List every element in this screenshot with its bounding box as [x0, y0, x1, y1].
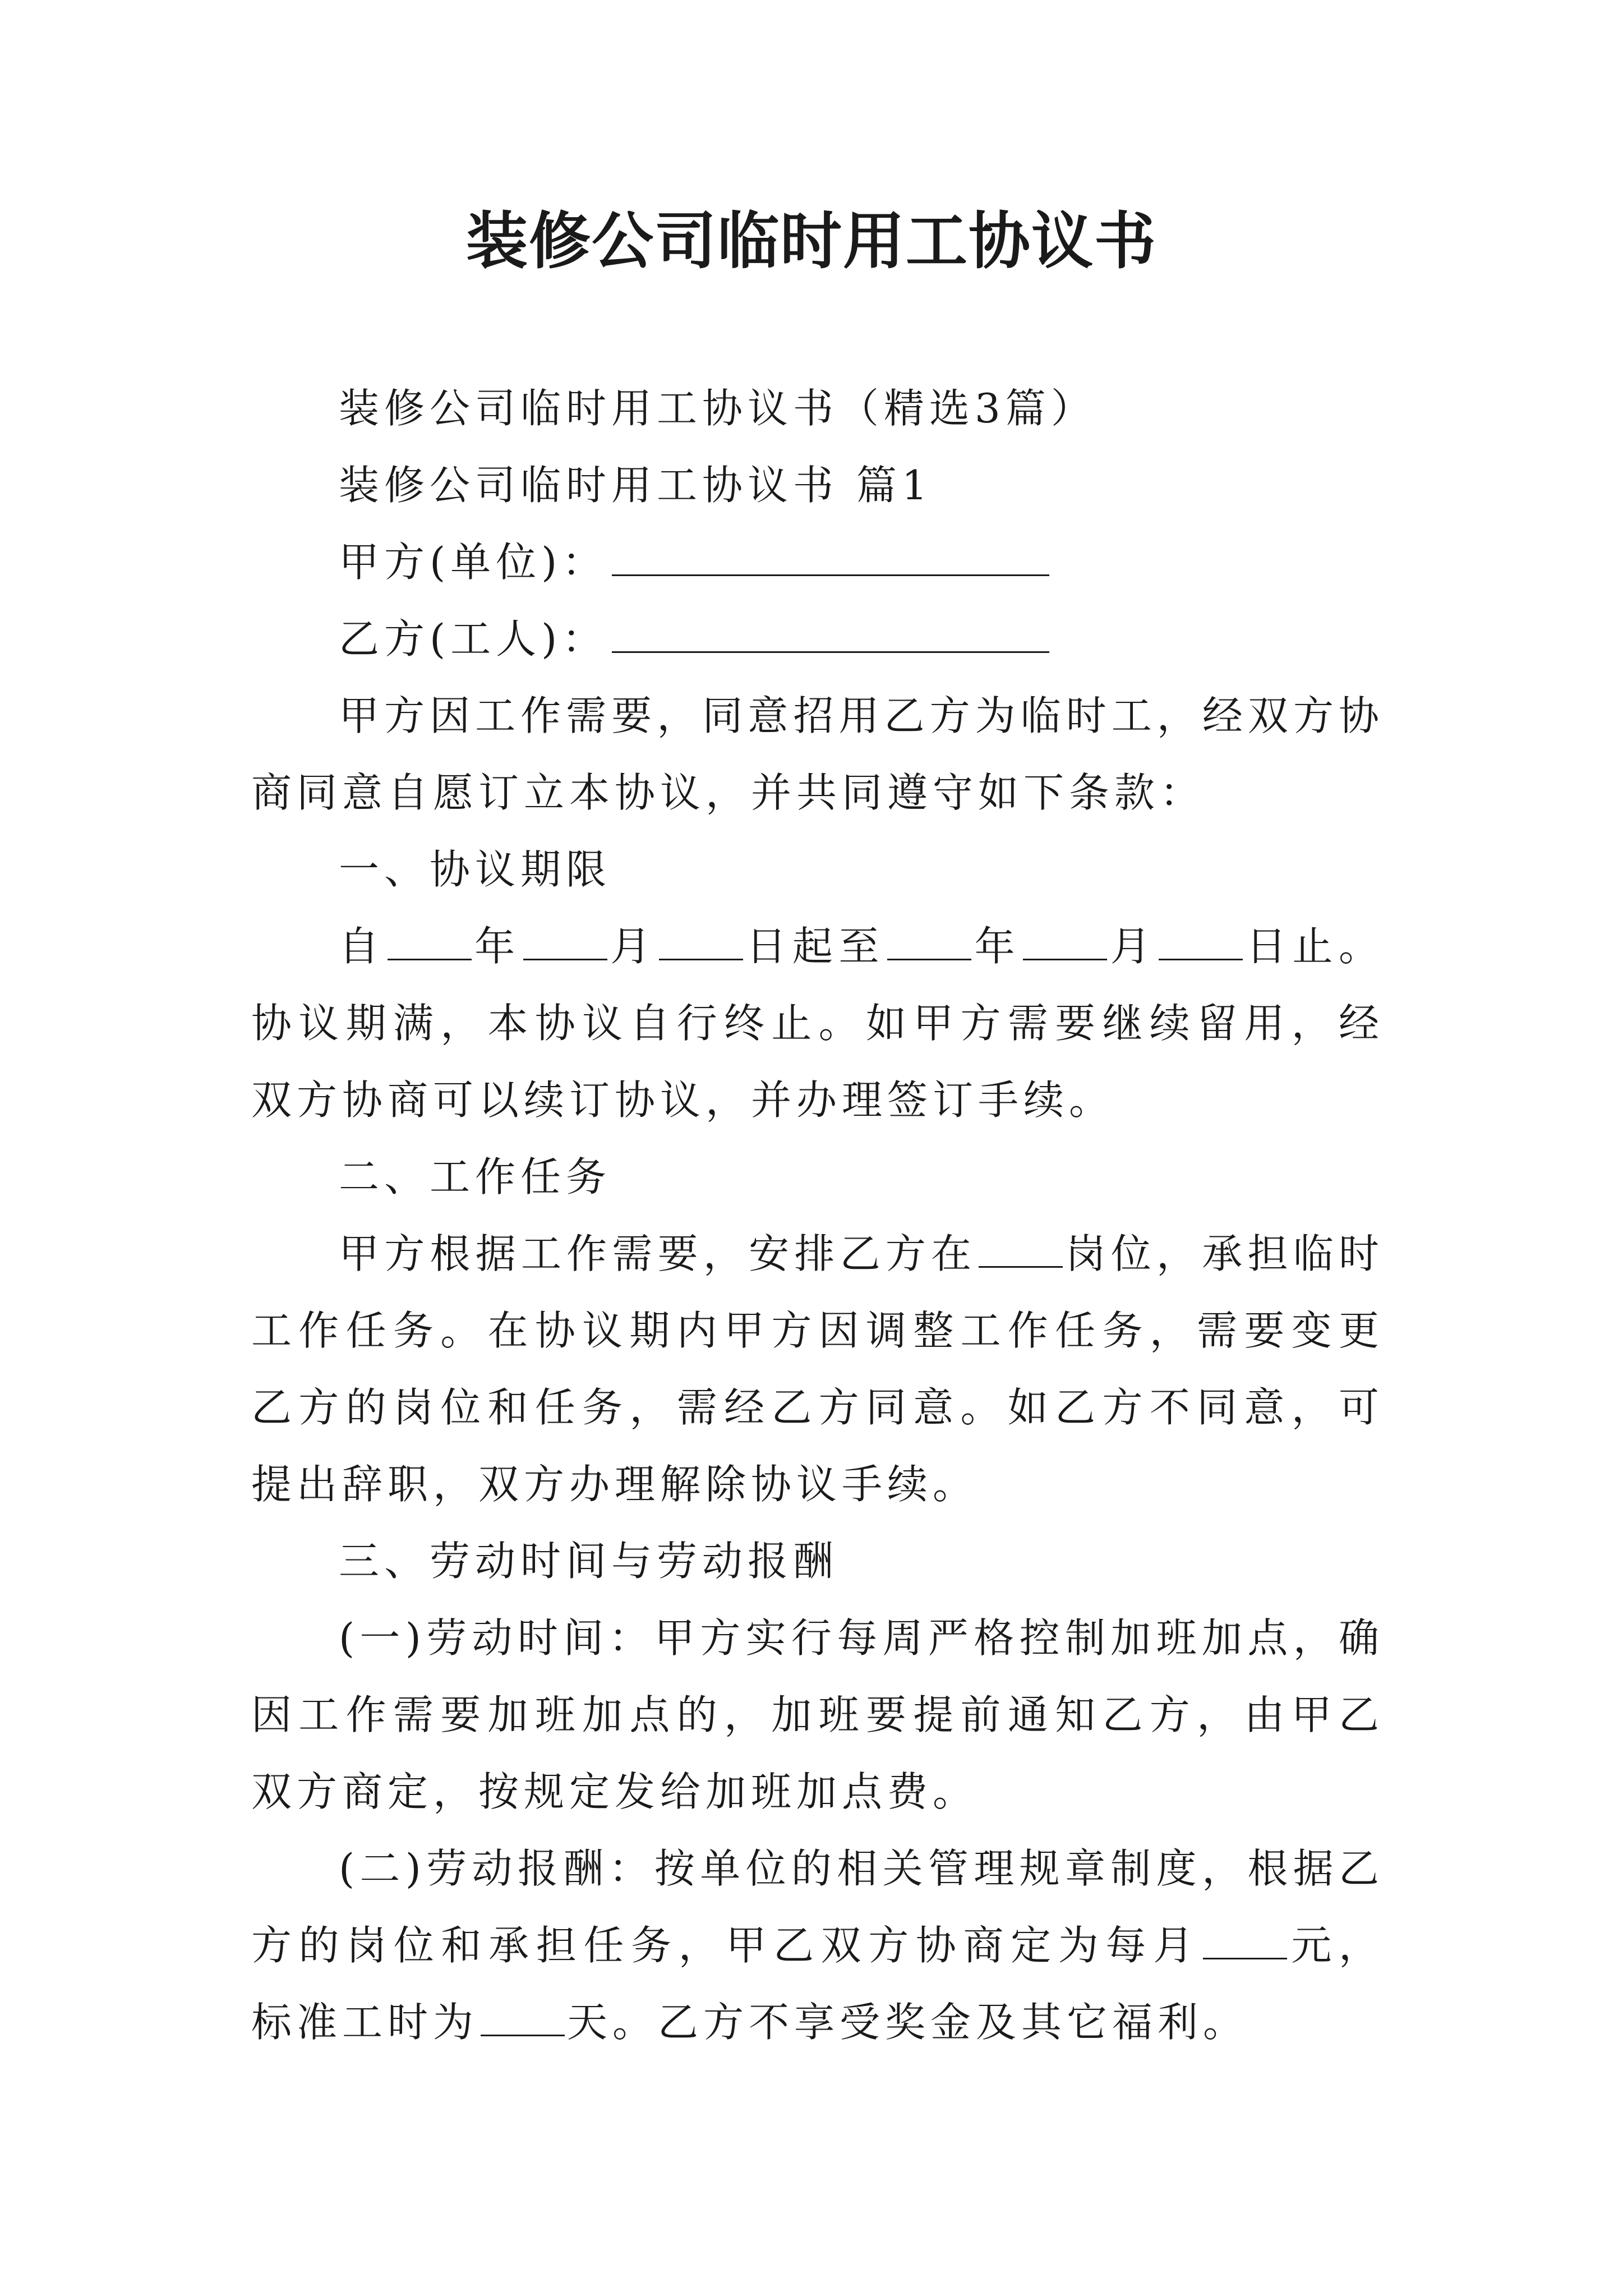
- section2-heading: 二、工作任务: [339, 1153, 612, 1200]
- party-b-label: 乙方(工人)：: [339, 615, 608, 662]
- party-a-blank: [612, 563, 1049, 576]
- document-title: 装修公司临时用工协议书: [466, 205, 1157, 277]
- section3-text-1: (二)劳动报酬：按单位的相关管理规章制度，根据乙方的岗位和承担任务，甲乙双方协商定为每月: [251, 1845, 1384, 1969]
- section2-text-1: 甲方根据工作需要，安排乙方在: [339, 1230, 977, 1277]
- document-body: [251, 370, 1384, 2061]
- monthly-pay-blank: [1203, 1947, 1287, 1959]
- end-year-blank: [887, 947, 971, 960]
- section3-paragraph-1: (一)劳动时间：甲方实行每周严格控制加班加点，确因工作需要加班加点的，加班要提前通知乙方，由甲乙双方商定，按规定发给加班加点费。: [251, 1614, 1384, 1815]
- section1-text-4: 日起至: [745, 923, 886, 970]
- section1-text-3: 月: [609, 923, 657, 970]
- end-month-blank: [1023, 947, 1107, 960]
- section3-paragraph-2: [251, 1830, 1384, 2061]
- work-days-blank: [481, 2023, 565, 2036]
- party-b-blank: [612, 640, 1049, 653]
- section1-text-1: 自: [339, 923, 385, 970]
- party-a-line: [251, 524, 1384, 601]
- article-heading: 装修公司临时用工协议书 篇1: [339, 462, 933, 509]
- party-b-line: [251, 601, 1384, 678]
- section2-text-2: 岗位，承担临时工作任务。在协议期内甲方因调整工作任务，需要变更乙方的岗位和任务，需经乙方同意。如乙方不同意，可提出辞职，双方办理解除协议手续。: [251, 1230, 1384, 1508]
- start-day-blank: [659, 947, 743, 960]
- subtitle: 装修公司临时用工协议书（精选3篇）: [339, 385, 1096, 432]
- section1-text-2: 年: [473, 923, 521, 970]
- party-a-label: 甲方(单位)：: [339, 539, 608, 586]
- section1-text-5: 年: [974, 923, 1021, 970]
- intro-paragraph: 甲方因工作需要，同意招用乙方为临时工，经双方协商同意自愿订立本协议，并共同遵守如下条款：: [251, 692, 1384, 816]
- section1-heading: 一、协议期限: [339, 846, 612, 893]
- section3-text-3: 天。乙方不享受奖金及其它福利。: [567, 1999, 1249, 2046]
- section3-text-2: 元，标准工时为: [251, 1922, 1384, 2046]
- section1-paragraph: [251, 908, 1384, 1139]
- section2-paragraph: [251, 1216, 1384, 1523]
- section1-text-7: 日止。协议期满，本协议自行终止。如甲方需要继续留用，经双方协商可以续订协议，并办理签订手续。: [251, 923, 1384, 1124]
- start-year-blank: [388, 947, 472, 960]
- end-day-blank: [1159, 947, 1243, 960]
- start-month-blank: [523, 947, 607, 960]
- section1-text-6: 月: [1109, 923, 1157, 970]
- position-blank: [979, 1255, 1063, 1268]
- section3-heading: 三、劳动时间与劳动报酬: [339, 1538, 839, 1585]
